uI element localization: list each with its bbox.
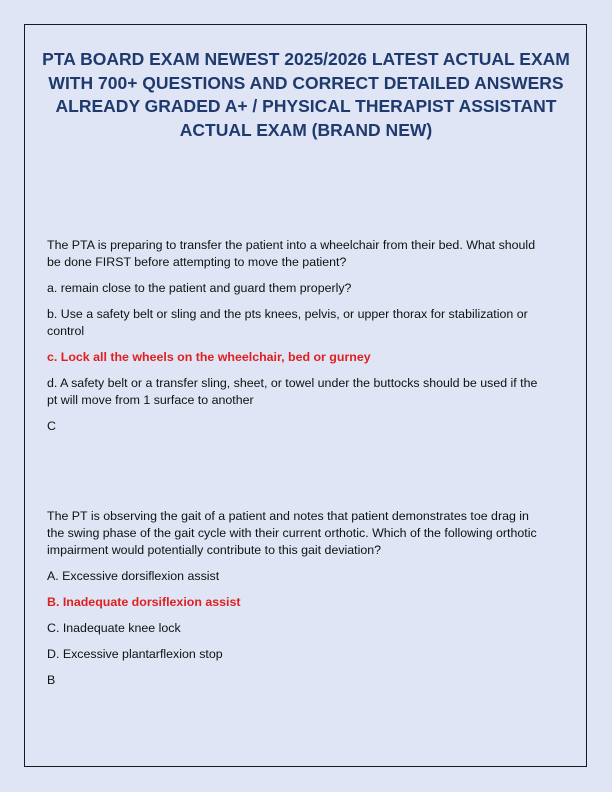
answer-option-a: A. Excessive dorsiflexion assist (47, 569, 220, 583)
correct-answer-option-c: c. Lock all the wheels on the wheelchair, bed or gurney (47, 350, 371, 364)
answer-option-d: D. Excessive plantarflexion stop (47, 647, 223, 661)
question-prompt: The PT is observing the gait of a patient and notes that patient demonstrates toe drag in the swing phase of the gait cycle with their current orthotic. Which of the following orthotic impairment would potentially contribute to this gait deviation? (47, 509, 537, 557)
answer-option-a: a. remain close to the patient and guard them properly? (47, 281, 352, 295)
question-block-1 (47, 237, 547, 444)
answer-option-c: C. Inadequate knee lock (47, 621, 181, 635)
question-prompt: The PTA is preparing to transfer the patient into a wheelchair from their bed. What should be done FIRST before attempting to move the patient? (47, 238, 536, 269)
correct-answer-option-b: B. Inadequate dorsiflexion assist (47, 595, 241, 609)
answer-key: C (47, 419, 56, 433)
answer-key: B (47, 673, 56, 687)
answer-option-d: d. A safety belt or a transfer sling, sheet, or towel under the buttocks should be used if the pt will move from 1 surface to another (47, 376, 538, 407)
question-block-2 (47, 508, 547, 698)
answer-option-b: b. Use a safety belt or sling and the pts knees, pelvis, or upper thorax for stabilization or control (47, 307, 528, 338)
document-title: PTA BOARD EXAM NEWEST 2025/2026 LATEST ACTUAL EXAM WITH 700+ QUESTIONS AND CORRECT DETAILED ANSWERS ALREADY GRADED A+ / PHYSICAL THERAPIST ASSISTANT ACTUAL EXAM (BRAND NEW) (42, 49, 570, 140)
